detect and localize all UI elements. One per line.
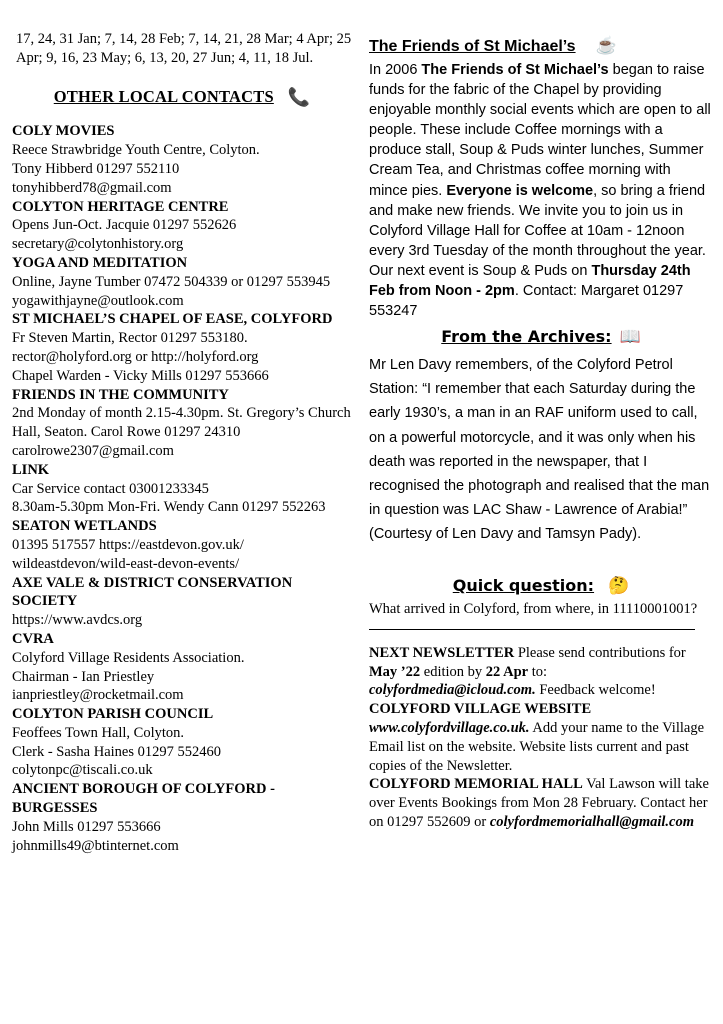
local-contacts-heading xyxy=(12,88,352,107)
contact-detail-line: Reece Strawbridge Youth Centre, Colyton. xyxy=(12,142,260,159)
thinking-face-icon: 🤔 xyxy=(608,575,630,596)
contact-detail-line: Car Service contact 03001233345 xyxy=(12,480,209,497)
contact-detail-line: colytonpc@tiscali.co.uk xyxy=(12,762,153,779)
contact-org-name: AXE VALE & DISTRICT CONSERVATION SOCIETY xyxy=(12,574,293,610)
session-dates: 17, 24, 31 Jan; 7, 14, 28 Feb; 7, 14, 21, 28 Mar; 4 Apr; 25 Apr; 9, 16, 23 May; 6, 13, 20, 27 Jun; 4, 11, 18 Jul. xyxy=(16,31,352,66)
open-book-icon: 📖 xyxy=(619,327,641,348)
contact-org-name: LINK xyxy=(12,461,50,478)
friends-heading xyxy=(369,36,713,56)
website-link[interactable]: www.colyfordvillage.co.uk. xyxy=(369,719,530,736)
contact-detail-line: johnmills49@btinternet.com xyxy=(12,837,179,854)
contacts-list xyxy=(12,122,352,855)
contact-org-name: COLY MOVIES xyxy=(12,123,115,140)
contact-detail-line: Feoffees Town Hall, Colyton. xyxy=(12,724,185,741)
quick-question-title: Quick question: xyxy=(452,575,595,595)
contact-org-name: YOGA AND MEDITATION xyxy=(12,254,188,271)
archives-heading xyxy=(369,327,713,347)
contact-detail-line: 01395 517557 https://eastdevon.gov.uk/ wildeastdevon/wild-east-devon-events/ xyxy=(12,536,244,572)
contact-detail-line: rector@holyford.org or http://holyford.org xyxy=(12,348,259,365)
memorial-hall: COLYFORD MEMORIAL HALL Val Lawson will take over Events Bookings from Mon 28 February. Contact her on 01297 552609 or colyfordmemorialhall@gmail.com xyxy=(369,776,709,830)
coffee-cup-icon: ☕ xyxy=(595,36,617,55)
contact-detail-line: Clerk - Sasha Haines 01297 552460 xyxy=(12,743,222,760)
contact-detail-line: carolrowe2307@gmail.com xyxy=(12,442,174,459)
contact-org-name: SEATON WETLANDS xyxy=(12,518,157,535)
telephone-icon: 📞 xyxy=(287,86,311,107)
contact-detail-line: tonyhibberd78@gmail.com xyxy=(12,179,172,196)
contact-detail-line: John Mills 01297 553666 xyxy=(12,818,161,835)
contact-org-name: ST MICHAEL’S CHAPEL OF EASE, COLYFORD xyxy=(12,311,333,328)
friends-title: The Friends of St Michael’s xyxy=(369,38,576,55)
contact-org-name: COLYTON HERITAGE CENTRE xyxy=(12,198,229,215)
contact-detail-line: Online, Jayne Tumber 07472 504339 or 01297 553945 yogawithjayne@outlook.com xyxy=(12,273,331,309)
contact-org-name: ANCIENT BOROUGH OF COLYFORD - BURGESSES xyxy=(12,781,275,817)
contact-detail-line: ianpriestley@rocketmail.com xyxy=(12,687,184,704)
divider xyxy=(369,619,695,630)
newsletter-email[interactable]: colyfordmedia@icloud.com. xyxy=(369,682,536,699)
contact-detail-line: Colyford Village Residents Association. xyxy=(12,649,245,666)
contact-org-name: CVRA xyxy=(12,630,54,647)
contact-detail-line: 8.30am-5.30pm Mon-Fri. Wendy Cann 01297 552263 xyxy=(12,499,326,516)
contact-detail-line: 2nd Monday of month 2.15-4.30pm. St. Gregory’s Church Hall, Seaton. Carol Rowe 01297 24310 xyxy=(12,405,351,441)
archives-title: From the Archives: xyxy=(441,327,612,347)
contact-detail-line: Fr Steven Martin, Rector 01297 553180. xyxy=(12,330,248,347)
contact-detail-line: secretary@colytonhistory.org xyxy=(12,236,184,253)
contact-detail-line: https://www.avdcs.org xyxy=(12,612,143,629)
left-column xyxy=(12,30,352,855)
right-column xyxy=(369,36,713,832)
contact-org-name: COLYTON PARISH COUNCIL xyxy=(12,706,214,723)
quick-question-heading xyxy=(369,576,713,596)
contact-detail-line: Tony Hibberd 01297 552110 xyxy=(12,160,180,177)
village-website: COLYFORD VILLAGE WEBSITE www.colyfordvillage.co.uk. Add your name to the Village Email list on the website. Website lists current and past copies of the Newsletter. xyxy=(369,701,705,774)
contact-detail-line: Chapel Warden - Vicky Mills 01297 553666 xyxy=(12,367,269,384)
next-newsletter: NEXT NEWSLETTER Please send contributions for May ’22 edition by 22 Apr to: colyfordmedia@icloud.com. Feedback welcome! xyxy=(369,644,686,699)
contact-detail-line: Chairman - Ian Priestley xyxy=(12,668,155,685)
memorial-hall-email[interactable]: colyfordmemorialhall@gmail.com xyxy=(489,813,695,830)
contact-org-name: FRIENDS IN THE COMMUNITY xyxy=(12,386,229,403)
archives-text: Mr Len Davy remembers, of the Colyford Petrol Station: “I remember that each Saturday during the early 1930’s, a man in an RAF uniform used to call, on a powerful motorcycle, and it was only when his death was reported in the newspaper, that I recognised the photograph and realised that the man in question was LAC Shaw - Lawrence of Arabia!” (Courtesy of Len Davy and Tamsyn Pady). xyxy=(369,357,710,542)
contact-detail-line: Opens Jun-Oct. Jacquie 01297 552626 xyxy=(12,217,237,234)
local-contacts-title: OTHER LOCAL CONTACTS xyxy=(53,86,274,106)
friends-text: In 2006 The Friends of St Michael’s began to raise funds for the fabric of the Chapel by providing enjoyable monthly social events which are open to all people. These include Coffee mornings with a produce stall, Soup & Puds winter lunches, Summer Cream Tea, and Christmas coffee morning with mince pies. Everyone is welcome, so bring a friend and make new friends. We invite you to join us in Colyford Village Hall for Coffee at 10am - 12noon every 3rd Tuesday of the month throughout the year. Our next event is Soup & Puds on Thursday 24th Feb from Noon - 2pm. Contact: Margaret 01297 553247 xyxy=(369,62,711,320)
quick-question-text: What arrived in Colyford, from where, in 11110001001? xyxy=(369,600,698,617)
